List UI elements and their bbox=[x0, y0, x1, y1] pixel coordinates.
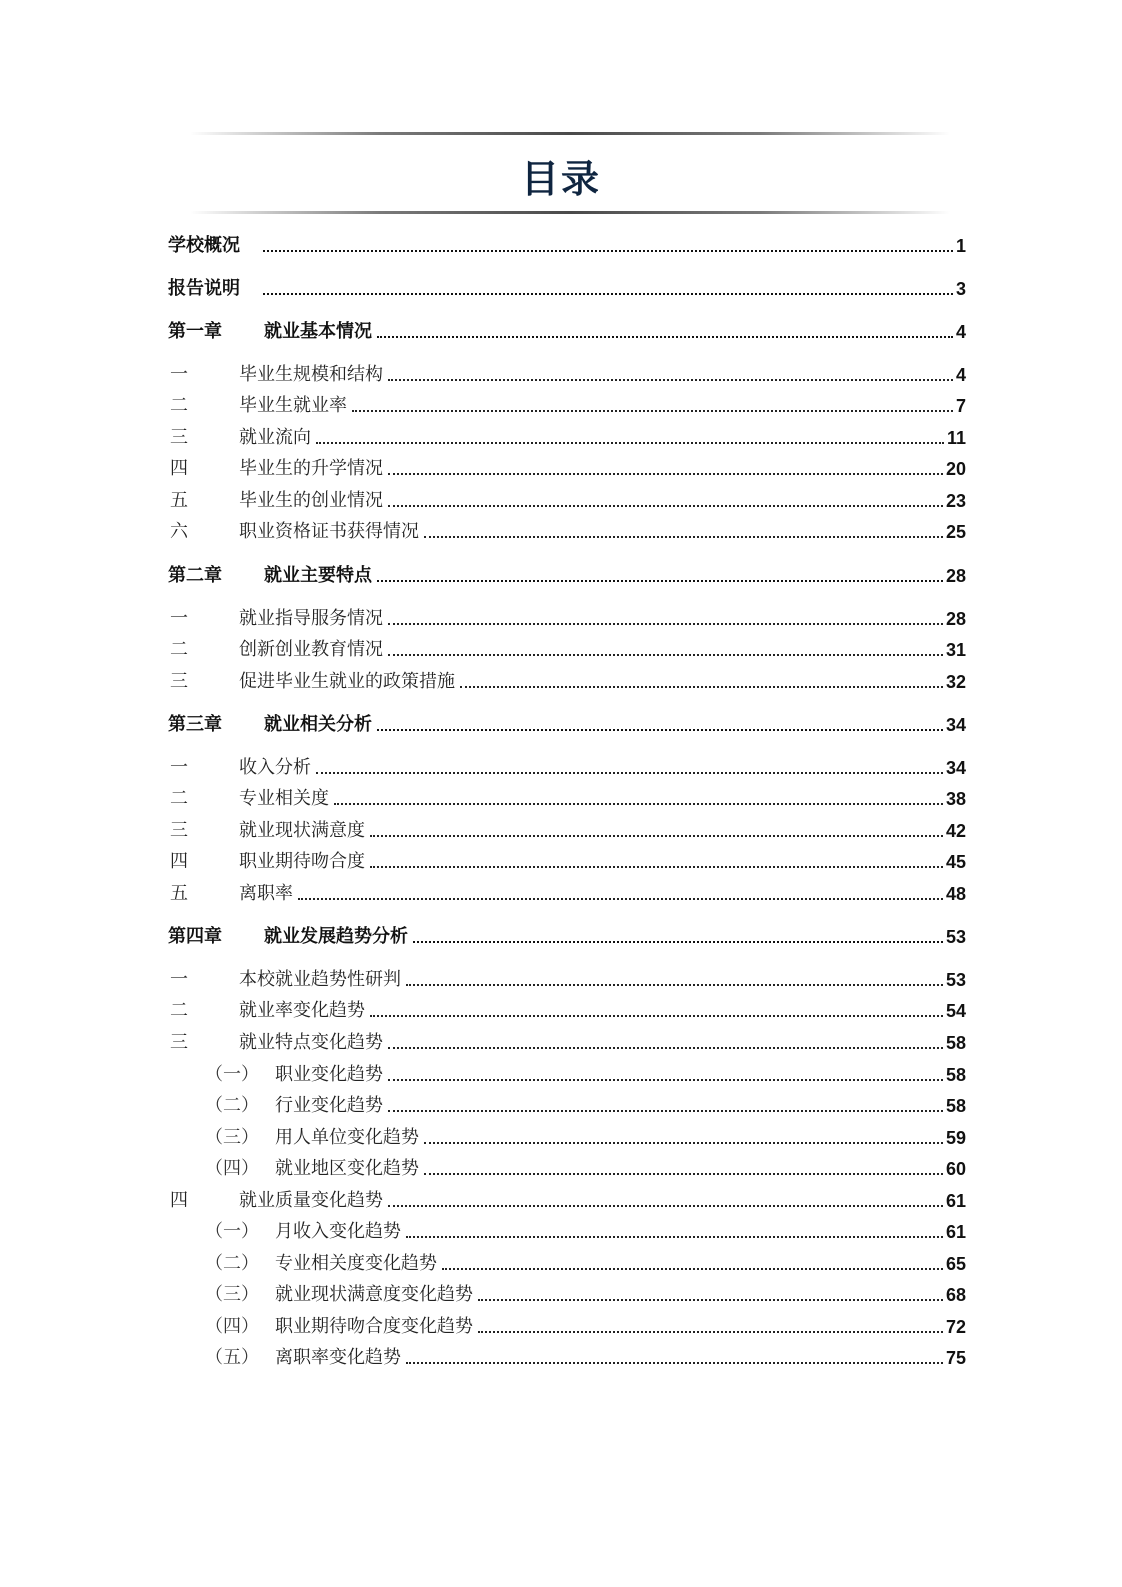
toc-entry-number: 二 bbox=[170, 788, 188, 809]
toc-page-number: 61 bbox=[945, 1191, 966, 1211]
toc-page-number: 3 bbox=[955, 279, 966, 299]
toc-entry-chapter-1[interactable] bbox=[168, 319, 966, 345]
toc-entry-title: 就业率变化趋势 bbox=[239, 1000, 365, 1021]
leader-dots bbox=[377, 729, 943, 731]
toc-subentry[interactable] bbox=[168, 1156, 966, 1182]
toc-entry-number: 三 bbox=[170, 427, 188, 448]
toc-entry-title: 就业主要特点 bbox=[264, 565, 372, 586]
toc-page-number: 1 bbox=[955, 236, 966, 256]
toc-entry-title: 就业基本情况 bbox=[264, 321, 372, 342]
toc-entry-title: 学校概况 bbox=[168, 235, 240, 256]
leader-dots bbox=[478, 1331, 943, 1333]
toc-entry-title: 促进毕业生就业的政策措施 bbox=[239, 671, 455, 692]
leader-dots bbox=[377, 580, 943, 582]
toc-entry-number: 二 bbox=[170, 1000, 188, 1021]
leader-dots bbox=[316, 442, 944, 444]
leader-dots bbox=[388, 505, 943, 507]
toc-entry-number: 三 bbox=[170, 1032, 188, 1053]
leader-dots bbox=[334, 803, 943, 805]
toc-page-number: 68 bbox=[945, 1285, 966, 1305]
leader-dots bbox=[316, 772, 943, 774]
toc-entry-title: 报告说明 bbox=[168, 278, 240, 299]
toc-entry-title: 收入分析 bbox=[239, 757, 311, 778]
toc-entry-title: 专业相关度变化趋势 bbox=[275, 1253, 437, 1274]
toc-page-number: 31 bbox=[945, 640, 966, 660]
toc-entry-number: 二 bbox=[170, 639, 188, 660]
toc-entry[interactable] bbox=[168, 881, 966, 907]
toc-entry-title: 职业资格证书获得情况 bbox=[239, 521, 419, 542]
leader-dots bbox=[424, 1142, 943, 1144]
toc-entry-title: 职业期待吻合度变化趋势 bbox=[275, 1316, 473, 1337]
toc-entry[interactable] bbox=[168, 669, 966, 695]
leader-dots bbox=[388, 1205, 943, 1207]
toc-entry-title: 毕业生的创业情况 bbox=[239, 490, 383, 511]
toc-page-number: 58 bbox=[945, 1033, 966, 1053]
toc-entry-title: 毕业生规模和结构 bbox=[239, 364, 383, 385]
toc-entry-number: 四 bbox=[170, 458, 188, 479]
toc-page-number: 45 bbox=[945, 852, 966, 872]
leader-dots bbox=[388, 473, 943, 475]
toc-entry[interactable] bbox=[168, 818, 966, 844]
toc-entry-title: 行业变化趋势 bbox=[275, 1095, 383, 1116]
leader-dots bbox=[413, 941, 943, 943]
toc-entry[interactable] bbox=[168, 967, 966, 993]
leader-dots bbox=[370, 835, 943, 837]
toc-entry-number: 四 bbox=[170, 851, 188, 872]
toc-entry-title: 毕业生的升学情况 bbox=[239, 458, 383, 479]
toc-page-number: 61 bbox=[945, 1222, 966, 1242]
toc-entry-title: 就业指导服务情况 bbox=[239, 608, 383, 629]
toc-entry-chapter-3[interactable] bbox=[168, 712, 966, 738]
toc-entry-number: （三） bbox=[205, 1284, 259, 1305]
toc-page-number: 75 bbox=[945, 1348, 966, 1368]
toc-subentry[interactable] bbox=[168, 1062, 966, 1088]
toc-entry[interactable] bbox=[168, 1030, 966, 1056]
leader-dots bbox=[352, 410, 953, 412]
toc-entry-title: 就业现状满意度变化趋势 bbox=[275, 1284, 473, 1305]
toc-page-number: 72 bbox=[945, 1317, 966, 1337]
toc-entry-number: 三 bbox=[170, 671, 188, 692]
toc-page-number: 32 bbox=[945, 672, 966, 692]
toc-page-number: 34 bbox=[945, 715, 966, 735]
toc-page-number: 53 bbox=[945, 927, 966, 947]
page-title: 目录 bbox=[520, 157, 601, 201]
toc-entry-report-notes[interactable] bbox=[168, 276, 966, 302]
toc-entry-number: 第四章 bbox=[168, 926, 222, 947]
toc-entry-chapter-4[interactable] bbox=[168, 924, 966, 950]
leader-dots bbox=[442, 1268, 943, 1270]
toc-entry-title: 就业特点变化趋势 bbox=[239, 1032, 383, 1053]
toc-entry-number: 一 bbox=[170, 969, 188, 990]
toc-entry-title: 本校就业趋势性研判 bbox=[239, 969, 401, 990]
leader-dots bbox=[298, 898, 943, 900]
toc-page-number: 48 bbox=[945, 884, 966, 904]
toc-entry-chapter-2[interactable] bbox=[168, 563, 966, 589]
toc-page-number: 20 bbox=[945, 459, 966, 479]
toc-entry-title: 就业发展趋势分析 bbox=[264, 926, 408, 947]
toc-page-number: 23 bbox=[945, 491, 966, 511]
toc-entry[interactable] bbox=[168, 393, 966, 419]
toc-subentry[interactable] bbox=[168, 1282, 966, 1308]
toc-entry-number: 第二章 bbox=[168, 565, 222, 586]
toc-entry[interactable] bbox=[168, 786, 966, 812]
toc-subentry[interactable] bbox=[168, 1219, 966, 1245]
toc-entry-number: 五 bbox=[170, 883, 188, 904]
toc-page-number: 65 bbox=[945, 1254, 966, 1274]
toc-entry-number: （四） bbox=[205, 1316, 259, 1337]
toc-entry-title: 就业地区变化趋势 bbox=[275, 1158, 419, 1179]
toc-entry[interactable] bbox=[168, 849, 966, 875]
toc-entry-title: 离职率 bbox=[239, 883, 293, 904]
toc-entry[interactable] bbox=[168, 456, 966, 482]
toc-entry-title: 用人单位变化趋势 bbox=[275, 1127, 419, 1148]
leader-dots bbox=[263, 293, 953, 295]
toc-page-number: 25 bbox=[945, 522, 966, 542]
toc-entry-title: 专业相关度 bbox=[239, 788, 329, 809]
leader-dots bbox=[406, 984, 943, 986]
toc-page-number: 58 bbox=[945, 1065, 966, 1085]
toc-entry-number: 第一章 bbox=[168, 321, 222, 342]
toc-entry-number: （二） bbox=[205, 1095, 259, 1116]
toc-page-number: 60 bbox=[945, 1159, 966, 1179]
toc-entry-title: 毕业生就业率 bbox=[239, 395, 347, 416]
toc-page-number: 11 bbox=[946, 428, 966, 448]
leader-dots bbox=[263, 250, 953, 252]
toc-entry-number: 四 bbox=[170, 1190, 188, 1211]
leader-dots bbox=[460, 686, 943, 688]
toc-entry-title: 就业流向 bbox=[239, 427, 311, 448]
toc-page-number: 7 bbox=[955, 396, 966, 416]
table-of-contents bbox=[168, 0, 966, 1587]
toc-page-number: 38 bbox=[945, 789, 966, 809]
toc-subentry[interactable] bbox=[168, 1125, 966, 1151]
toc-entry-number: （三） bbox=[205, 1127, 259, 1148]
toc-page-number: 53 bbox=[945, 970, 966, 990]
toc-entry-number: （二） bbox=[205, 1253, 259, 1274]
toc-entry-school-overview[interactable] bbox=[168, 233, 966, 259]
leader-dots bbox=[377, 336, 953, 338]
toc-entry-number: 一 bbox=[170, 608, 188, 629]
toc-entry[interactable] bbox=[168, 606, 966, 632]
toc-entry-number: （一） bbox=[205, 1064, 259, 1085]
leader-dots bbox=[388, 1079, 943, 1081]
toc-entry-title: 就业质量变化趋势 bbox=[239, 1190, 383, 1211]
leader-dots bbox=[424, 1173, 943, 1175]
toc-entry[interactable] bbox=[168, 637, 966, 663]
toc-page-number: 59 bbox=[945, 1128, 966, 1148]
toc-subentry[interactable] bbox=[168, 1251, 966, 1277]
toc-entry[interactable] bbox=[168, 425, 966, 451]
leader-dots bbox=[370, 1015, 943, 1017]
leader-dots bbox=[388, 1047, 943, 1049]
toc-page-number: 58 bbox=[945, 1096, 966, 1116]
leader-dots bbox=[424, 536, 943, 538]
toc-entry-title: 创新创业教育情况 bbox=[239, 639, 383, 660]
toc-entry-number: 一 bbox=[170, 757, 188, 778]
toc-page-number: 28 bbox=[945, 566, 966, 586]
leader-dots bbox=[388, 623, 943, 625]
toc-subentry[interactable] bbox=[168, 1093, 966, 1119]
toc-entry-number: （四） bbox=[205, 1158, 259, 1179]
toc-page-number: 28 bbox=[945, 609, 966, 629]
toc-entry-number: （五） bbox=[205, 1347, 259, 1368]
toc-page-number: 4 bbox=[955, 322, 966, 342]
toc-entry-title: 就业相关分析 bbox=[264, 714, 372, 735]
toc-subentry[interactable] bbox=[168, 1345, 966, 1371]
toc-subentry[interactable] bbox=[168, 1314, 966, 1340]
toc-entry-number: 六 bbox=[170, 521, 188, 542]
toc-entry-number: （一） bbox=[205, 1221, 259, 1242]
toc-entry[interactable] bbox=[168, 755, 966, 781]
toc-entry[interactable] bbox=[168, 998, 966, 1024]
toc-entry[interactable] bbox=[168, 488, 966, 514]
leader-dots bbox=[388, 654, 943, 656]
toc-entry[interactable] bbox=[168, 519, 966, 545]
toc-entry-title: 职业期待吻合度 bbox=[239, 851, 365, 872]
leader-dots bbox=[388, 1110, 943, 1112]
leader-dots bbox=[478, 1299, 943, 1301]
toc-page-number: 54 bbox=[945, 1001, 966, 1021]
leader-dots bbox=[406, 1362, 943, 1364]
toc-page-number: 4 bbox=[955, 365, 966, 385]
toc-entry-number: 三 bbox=[170, 820, 188, 841]
toc-entry-number: 一 bbox=[170, 364, 188, 385]
toc-entry-title: 职业变化趋势 bbox=[275, 1064, 383, 1085]
toc-entry-title: 离职率变化趋势 bbox=[275, 1347, 401, 1368]
toc-entry[interactable] bbox=[168, 1188, 966, 1214]
toc-page-number: 34 bbox=[945, 758, 966, 778]
leader-dots bbox=[370, 866, 943, 868]
leader-dots bbox=[388, 379, 953, 381]
toc-entry-title: 就业现状满意度 bbox=[239, 820, 365, 841]
toc-page-number: 42 bbox=[945, 821, 966, 841]
toc-entry-title: 月收入变化趋势 bbox=[275, 1221, 401, 1242]
leader-dots bbox=[406, 1236, 943, 1238]
toc-entry-number: 第三章 bbox=[168, 714, 222, 735]
toc-entry[interactable] bbox=[168, 362, 966, 388]
toc-entry-number: 二 bbox=[170, 395, 188, 416]
toc-entry-number: 五 bbox=[170, 490, 188, 511]
